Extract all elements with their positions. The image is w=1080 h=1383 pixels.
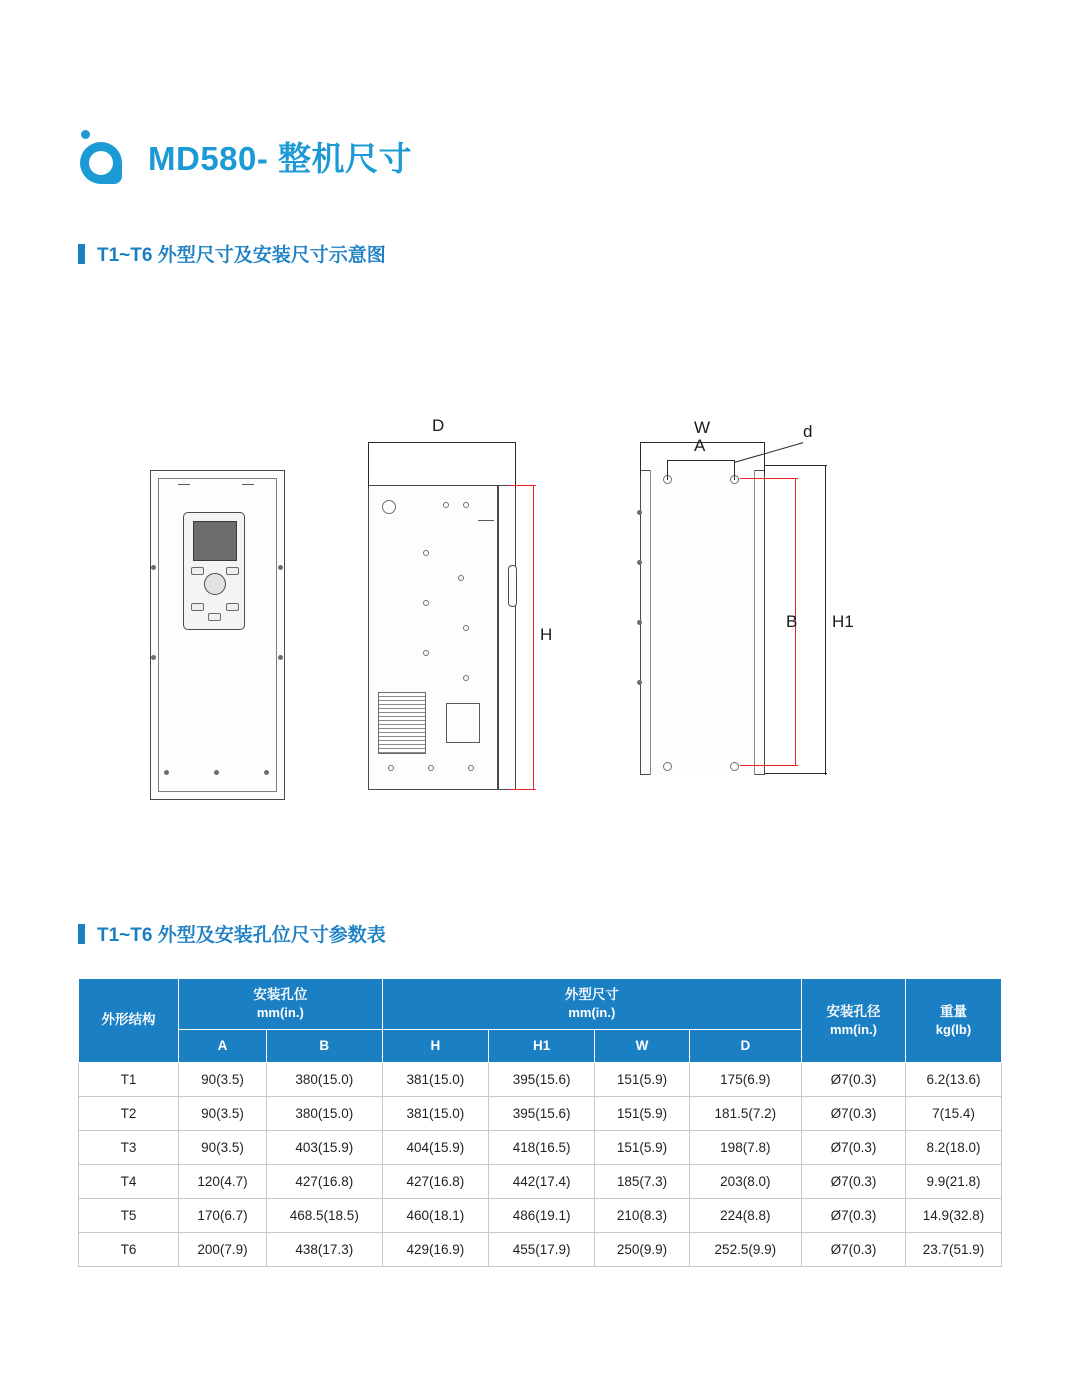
side-view-heatsink	[498, 485, 516, 790]
header-outline-line1: 外型尺寸	[564, 987, 619, 1002]
side-hole	[468, 765, 474, 771]
dimension-label-D: D	[432, 416, 445, 435]
back-side-screw	[637, 510, 642, 515]
header-col-d: D	[689, 1029, 801, 1062]
section-heading-table	[78, 920, 386, 947]
dimension-label-B: B	[786, 612, 798, 631]
side-hole	[463, 675, 469, 681]
side-hole	[388, 765, 394, 771]
table-row	[79, 1130, 1002, 1164]
heading-bar-icon	[78, 244, 85, 264]
dimension-label-W: W	[694, 418, 711, 437]
cell-a: 90(3.5)	[179, 1062, 267, 1096]
cell-b: 468.5(18.5)	[266, 1198, 382, 1232]
cell-weight: 8.2(18.0)	[906, 1130, 1002, 1164]
cell-hole-dia: Ø7(0.3)	[802, 1232, 906, 1266]
section-heading-diagram	[78, 240, 386, 267]
cell-a: 170(6.7)	[179, 1198, 267, 1232]
table-row	[79, 1232, 1002, 1266]
cell-w: 185(7.3)	[595, 1164, 689, 1198]
keypad-panel	[183, 512, 245, 630]
cell-weight: 9.9(21.8)	[906, 1164, 1002, 1198]
side-hole	[443, 502, 449, 508]
cell-shape: T6	[79, 1232, 179, 1266]
front-side-screw	[151, 565, 156, 570]
cell-d: 224(8.8)	[689, 1198, 801, 1232]
header-col-h: H	[382, 1029, 488, 1062]
ventilation-grille	[378, 692, 426, 754]
cell-d: 203(8.0)	[689, 1164, 801, 1198]
cell-w: 151(5.9)	[595, 1130, 689, 1164]
cell-a: 200(7.9)	[179, 1232, 267, 1266]
cell-h1: 455(17.9)	[488, 1232, 594, 1266]
section-heading-diagram-label: T1~T6 外型尺寸及安装尺寸示意图	[97, 245, 386, 266]
front-screw	[264, 770, 269, 775]
dimension-table	[78, 978, 1002, 1267]
cell-b: 438(17.3)	[266, 1232, 382, 1266]
front-side-screw	[278, 565, 283, 570]
table-row	[79, 1198, 1002, 1232]
header-mounting-holes-line1: 安装孔位	[253, 987, 308, 1002]
cell-shape: T1	[79, 1062, 179, 1096]
cell-h: 429(16.9)	[382, 1232, 488, 1266]
dimension-line-d	[368, 442, 516, 443]
front-detail-line	[242, 484, 254, 485]
moons-logo-icon	[78, 128, 130, 184]
cell-weight: 6.2(13.6)	[906, 1062, 1002, 1096]
cell-h: 381(15.0)	[382, 1062, 488, 1096]
header-col-h1: H1	[488, 1029, 594, 1062]
keypad-button	[208, 613, 221, 621]
table-row	[79, 1096, 1002, 1130]
side-hole	[463, 502, 469, 508]
cell-w: 250(9.9)	[595, 1232, 689, 1266]
front-side-screw	[278, 655, 283, 660]
dimension-ext-h-bottom	[508, 789, 536, 790]
back-side-screw	[637, 680, 642, 685]
header-hole-diameter-line2: mm(in.)	[830, 1021, 877, 1037]
cell-h: 427(16.8)	[382, 1164, 488, 1198]
dimension-ext-b-top	[740, 478, 798, 479]
cell-a: 90(3.5)	[179, 1096, 267, 1130]
header-outline-line2: mm(in.)	[568, 1005, 616, 1021]
back-view-inner	[650, 470, 755, 775]
cell-b: 427(16.8)	[266, 1164, 382, 1198]
cell-a: 90(3.5)	[179, 1130, 267, 1164]
table-head	[79, 979, 1002, 1063]
cell-shape: T3	[79, 1130, 179, 1164]
side-detail-line	[478, 520, 494, 521]
page-header	[78, 128, 412, 184]
cell-b: 380(15.0)	[266, 1062, 382, 1096]
cell-hole-dia: Ø7(0.3)	[802, 1062, 906, 1096]
dimension-ext-d-left	[368, 442, 369, 488]
cell-w: 151(5.9)	[595, 1062, 689, 1096]
table-row	[79, 1164, 1002, 1198]
front-screw	[214, 770, 219, 775]
table-header-row-1	[79, 979, 1002, 1030]
dimension-label-d: d	[803, 422, 813, 441]
cell-h: 381(15.0)	[382, 1096, 488, 1130]
header-weight	[906, 979, 1002, 1063]
keypad-button	[191, 567, 204, 575]
front-view-drawing	[150, 470, 285, 800]
header-hole-diameter-line1: 安装孔径	[826, 1003, 881, 1019]
side-hole	[458, 575, 464, 581]
mounting-hole	[663, 762, 672, 771]
logo-ring	[80, 142, 122, 184]
dimension-ext-a-left	[667, 460, 668, 480]
dimension-label-A: A	[694, 436, 706, 455]
side-hole	[423, 550, 429, 556]
header-outline	[382, 979, 801, 1030]
cell-hole-dia: Ø7(0.3)	[802, 1164, 906, 1198]
dimension-ext-w-left	[640, 442, 641, 476]
header-weight-line1: 重量	[940, 1003, 967, 1019]
cell-w: 151(5.9)	[595, 1096, 689, 1130]
heading-bar-icon	[78, 924, 85, 944]
header-mounting-holes-line2: mm(in.)	[256, 1005, 304, 1021]
cell-weight: 23.7(51.9)	[906, 1232, 1002, 1266]
header-hole-diameter	[802, 979, 906, 1063]
side-hole	[463, 625, 469, 631]
dimension-ext-w-right	[764, 442, 765, 476]
cell-h: 460(18.1)	[382, 1198, 488, 1232]
header-mounting-holes	[179, 979, 383, 1030]
header-shape: 外形结构	[79, 979, 179, 1063]
cell-a: 120(4.7)	[179, 1164, 267, 1198]
cell-h1: 486(19.1)	[488, 1198, 594, 1232]
keypad-button	[226, 603, 239, 611]
dimension-ext-h1-bottom	[765, 773, 827, 774]
side-hole	[423, 600, 429, 606]
cell-d: 175(6.9)	[689, 1062, 801, 1096]
dimension-line-a	[667, 460, 735, 461]
header-col-b: B	[266, 1029, 382, 1062]
header-col-a: A	[179, 1029, 267, 1062]
cell-b: 380(15.0)	[266, 1096, 382, 1130]
cell-shape: T2	[79, 1096, 179, 1130]
cell-hole-dia: Ø7(0.3)	[802, 1130, 906, 1164]
dimension-ext-b-bottom	[740, 765, 798, 766]
side-hole	[428, 765, 434, 771]
cell-d: 181.5(7.2)	[689, 1096, 801, 1130]
keypad-navigation-knob	[204, 573, 226, 595]
section-heading-table-label: T1~T6 外型及安装孔位尺寸参数表	[97, 925, 386, 946]
side-port	[382, 500, 396, 514]
table-row	[79, 1062, 1002, 1096]
mounting-hole	[730, 762, 739, 771]
page-title: MD580- 整机尺寸	[148, 139, 413, 177]
cell-h1: 442(17.4)	[488, 1164, 594, 1198]
cell-shape: T4	[79, 1164, 179, 1198]
leader-line-d	[734, 442, 804, 463]
dimension-ext-d-right	[515, 442, 516, 488]
dimension-label-H: H	[540, 625, 553, 644]
header-weight-line2: kg(lb)	[935, 1021, 972, 1037]
keypad-button	[226, 567, 239, 575]
dimension-line-h	[533, 485, 534, 790]
cell-h: 404(15.9)	[382, 1130, 488, 1164]
fan-icon	[446, 703, 480, 743]
cell-weight: 14.9(32.8)	[906, 1198, 1002, 1232]
cell-b: 403(15.9)	[266, 1130, 382, 1164]
cell-shape: T5	[79, 1198, 179, 1232]
cell-w: 210(8.3)	[595, 1198, 689, 1232]
keypad-button	[191, 603, 204, 611]
cell-d: 252.5(9.9)	[689, 1232, 801, 1266]
side-hole	[423, 650, 429, 656]
logo-dot	[81, 130, 90, 139]
back-side-screw	[637, 620, 642, 625]
front-detail-line	[178, 484, 190, 485]
cell-h1: 395(15.6)	[488, 1062, 594, 1096]
cell-h1: 395(15.6)	[488, 1096, 594, 1130]
back-view-drawing	[640, 418, 854, 800]
cell-hole-dia: Ø7(0.3)	[802, 1198, 906, 1232]
front-screw	[164, 770, 169, 775]
dimension-drawings	[0, 380, 1080, 900]
cell-weight: 7(15.4)	[906, 1096, 1002, 1130]
dimension-label-H1: H1	[832, 612, 854, 631]
back-side-screw	[637, 560, 642, 565]
dimension-line-h1	[825, 465, 826, 775]
cell-d: 198(7.8)	[689, 1130, 801, 1164]
table-body	[79, 1062, 1002, 1266]
cell-h1: 418(16.5)	[488, 1130, 594, 1164]
cell-hole-dia: Ø7(0.3)	[802, 1096, 906, 1130]
dimension-ext-h-top	[508, 485, 536, 486]
side-connector	[508, 565, 517, 607]
header-col-w: W	[595, 1029, 689, 1062]
dimension-table-wrap	[78, 978, 1002, 1267]
front-side-screw	[151, 655, 156, 660]
dimension-ext-h1-top	[765, 465, 827, 466]
keypad-screen	[193, 521, 237, 561]
side-view-drawing	[368, 416, 553, 805]
